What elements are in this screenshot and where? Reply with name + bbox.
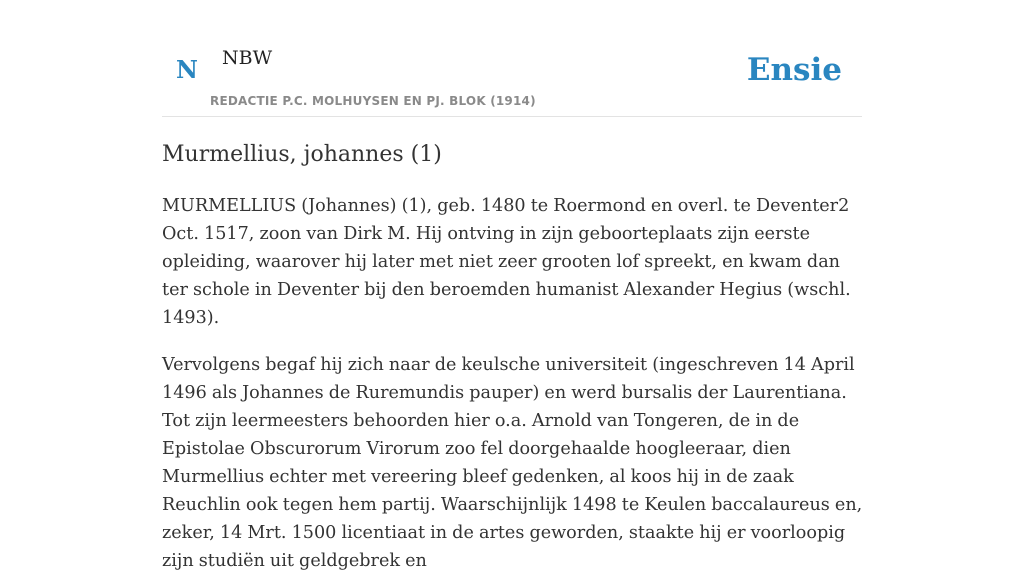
article-paragraph: MURMELLIUS (Johannes) (1), geb. 1480 te Roermond en overl. te Deventer2 Oct. 1517, zoon van Dirk M. Hij ontving in zijn geboorteplaats zijn eerste opleiding, waarover hij later met niet zeer grooten lof spreekt, en kwam dan ter schole in Deventer bij den beroemden humanist Alexander Hegius (wschl. 1493). bbox=[162, 196, 851, 328]
site-header bbox=[162, 0, 862, 117]
source-logo[interactable]: N bbox=[176, 55, 198, 84]
article-paragraph: Vervolgens begaf hij zich naar de keulsche universiteit (ingeschreven 14 April 1496 als Johannes de Ruremundis pauper) en werd bursalis der Laurentiana. Tot zijn leermeesters behoorden hier o.a. Arnold van Tongeren, de in de Epistolae Obscurorum Virorum zoo fel doorgehaalde hoogleeraar, dien Murmellius echter met vereering bleef gedenken, al koos hij in de zaak Reuchlin ook tegen hem partij. Waarschijnlijk 1498 te Keulen baccalaureus en, zeker, 14 Mrt. 1500 licentiaat in de artes geworden, staakte hij er voorloopig zijn studiën uit geldgebrek en bbox=[162, 355, 863, 571]
source-subtitle: REDACTIE P.C. MOLHUYSEN EN PJ. BLOK (1914) bbox=[210, 94, 536, 108]
article-title: Murmellius, johannes (1) bbox=[162, 142, 442, 167]
source-name[interactable]: NBW bbox=[222, 47, 273, 69]
brand-logo[interactable]: Ensie bbox=[746, 52, 842, 88]
article bbox=[162, 138, 864, 575]
